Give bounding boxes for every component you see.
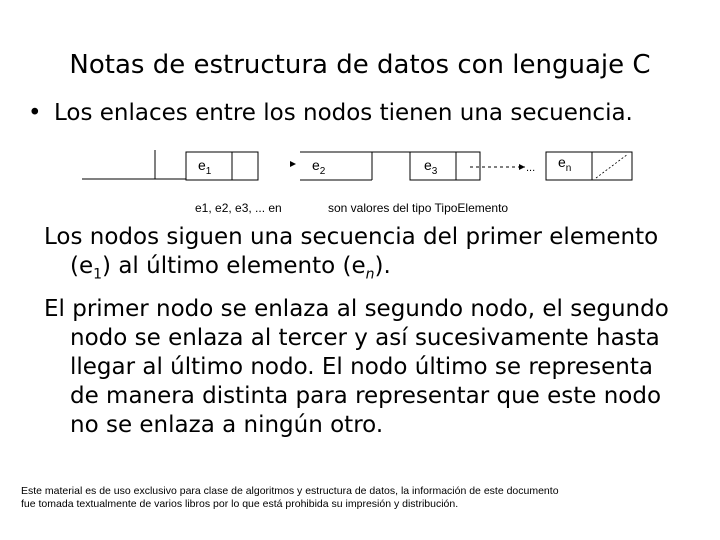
node-3-box: [410, 152, 480, 180]
arrow-1-2-icon: [290, 161, 296, 167]
paragraph-1-line-2: $(e_1)$ al último elemento $(e_n)$.: [70, 253, 391, 283]
diagram-caption-nodes: e1, e2, e3, ... en: [195, 201, 282, 215]
paragraph-2: [44, 295, 674, 440]
footer-line-2: fue tomada textualmente de varios libros por lo que está prohibida su impresión y distribución.: [21, 498, 459, 510]
node-1: [186, 152, 258, 180]
bullet-text: Los enlaces entre los nodos tienen una secuencia.: [54, 100, 633, 126]
ellipsis-text: ...: [526, 162, 536, 174]
bullet-icon: •: [28, 100, 42, 126]
paragraph-1-line-1: Los nodos siguen una secuencia del primer elemento: [44, 224, 659, 250]
node-2-label: $e_2$: [312, 157, 326, 177]
null-slash-icon: [596, 154, 628, 178]
slide-title: Notas de estructura de datos con lenguaje C: [69, 50, 651, 80]
arrow-3-n-icon: [519, 164, 525, 170]
node-1-box: [186, 152, 258, 180]
footer-disclaimer: [21, 485, 711, 511]
linked-list-diagram: [0, 140, 720, 230]
paragraph-2-line-4: de manera distinta para representar que este nodo: [70, 383, 662, 409]
node-n: [546, 152, 632, 180]
node-3-label: $e_3$: [424, 157, 438, 177]
paragraph-1: [44, 223, 674, 290]
footer-line-1: Este material es de uso exclusivo para clase de algoritmos y estructura de datos, la información de este documento: [21, 485, 559, 497]
node-1-label: $e_1$: [198, 157, 212, 177]
diagram-caption-text: son valores del tipo TipoElemento: [328, 201, 509, 215]
paragraph-2-line-2: nodo se enlaza al tercer y así sucesivamente hasta: [70, 325, 660, 351]
node-3: [410, 152, 480, 180]
paragraph-2-line-1: El primer nodo se enlaza al segundo nodo, el segundo: [44, 296, 669, 322]
node-2: [300, 152, 410, 180]
node-n-label: $e_n$: [558, 154, 572, 174]
paragraph-2-line-5: no se enlaza a ningún otro.: [70, 412, 384, 438]
bullet-item: [28, 100, 633, 126]
paragraph-2-line-3: llegar al último nodo. El nodo último se representa: [70, 354, 653, 380]
linked-list-svg: [0, 140, 720, 230]
